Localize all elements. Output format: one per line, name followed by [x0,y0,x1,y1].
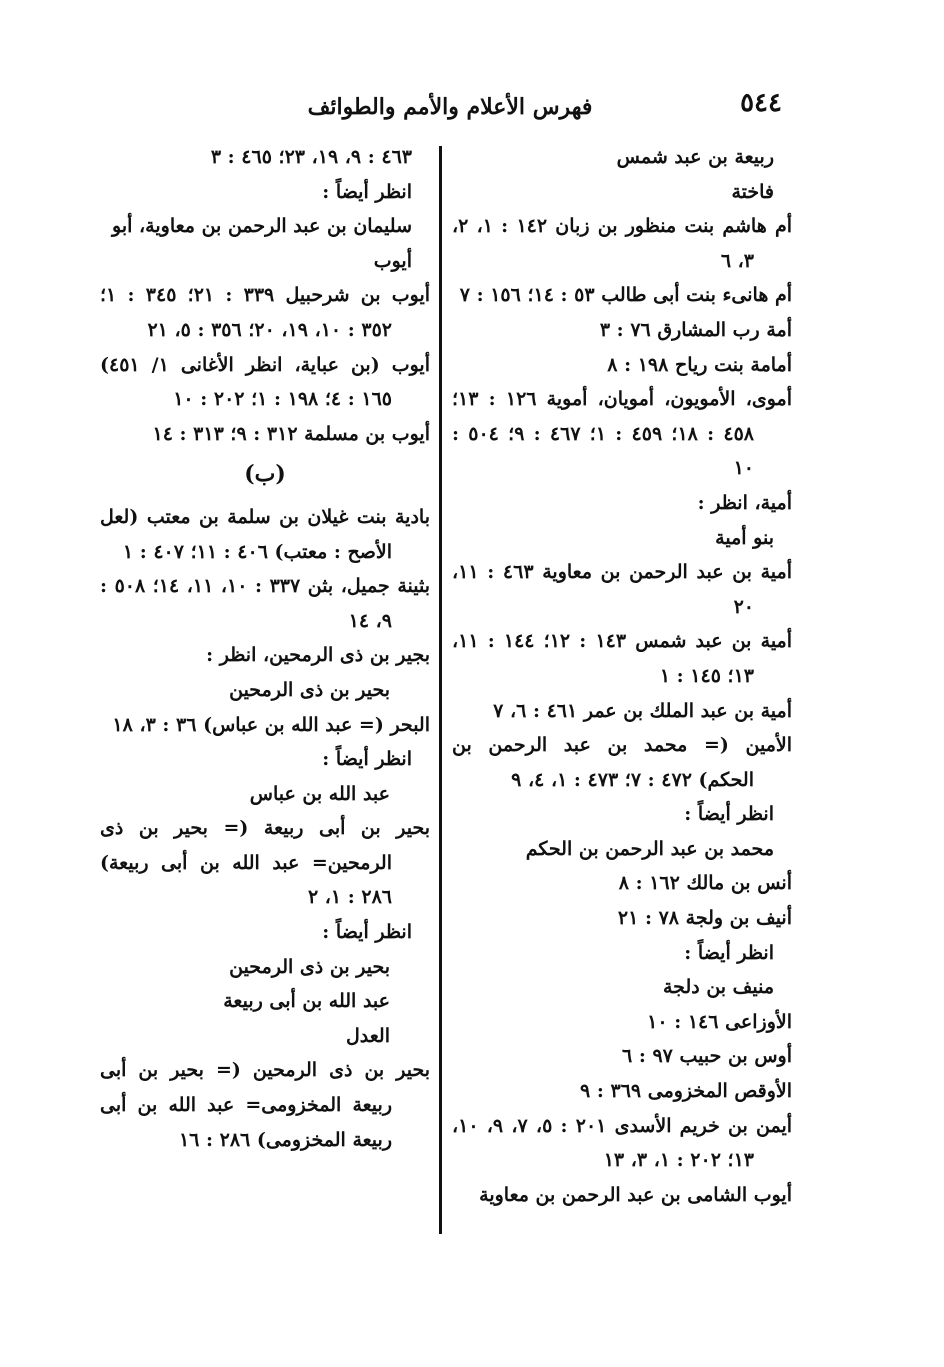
index-entry: أمية بن عبد شمس ١٤٣ : ١٢؛ ١٤٤ : ١١، ١٣؛ ١٤٥ : ١ [452,630,793,687]
index-column-right [452,140,792,1212]
index-entry: بجير بن ذى الرمحين، انظر : [206,644,430,667]
index-entry: أم هانىء بنت أبى طالب ٥٣ : ١٤؛ ١٥٦ : ٧ [459,284,792,307]
index-entry: بحير بن ذى الرمحين (= بحير بن أبى ربيعة المخزومى= عبد الله بن أبى ربيعة المخزومى) ٢٨٦ : ١٦ [100,1059,430,1151]
index-entry: بحير بن ذى الرمحين [229,955,390,978]
index-entry: انظر أيضاً : [684,803,774,826]
index-entry: أنس بن مالك ١٦٢ : ٨ [618,872,792,895]
index-entry: فاختة [731,180,774,203]
index-entry: بحير بن ذى الرمحين [229,678,390,701]
index-entry: بنو أمية [715,526,774,549]
index-entry: أمامة بنت رياح ١٩٨ : ٨ [607,353,792,376]
index-entry: انظر أيضاً : [322,180,412,203]
index-entry: البحر (= عبد الله بن عباس) ٣٦ : ٣، ١٨ [112,713,430,736]
index-entry: عبد الله بن عباس [249,782,390,805]
index-entry: بادية بنت غيلان بن سلمة بن معتب (لعل الأصح : معتب) ٤٠٦ : ١١؛ ٤٠٧ : ١ [100,505,430,563]
index-entry: أنيف بن ولجة ٧٨ : ٢١ [617,907,792,930]
index-entry: الأوزاعى ١٤٦ : ١٠ [647,1010,792,1033]
index-entry: أموى، الأمويون، أمويان، أموية ١٢٦ : ١٣؛ ٤٥٨ : ١٨؛ ٤٥٩ : ١؛ ٤٦٧ : ٩؛ ٥٠٤ : ١٠ [452,388,792,480]
index-entry: أمية بن عبد الملك بن عمر ٤٦١ : ٦، ٧ [493,699,792,722]
index-entry: عبد الله بن أبى ربيعة [223,990,390,1013]
page-title: فهرس الأعلام والأمم والطوائف [307,94,593,120]
index-entry: الأمين (= محمد بن عبد الرحمن بن الحكم) ٤٧٢ : ٧؛ ٤٧٣ : ١، ٤، ٩ [452,734,792,791]
index-entry: ربيعة بن عبد شمس [616,146,774,168]
index-entry: الأوقص المخزومى ٣٦٩ : ٩ [580,1080,792,1103]
index-entry: أيوب بن مسلمة ٣١٢ : ٩؛ ٣١٣ : ١٤ [152,422,430,445]
index-entry: بحير بن أبى ربيعة (= بحير بن ذى الرمحين= عبد الله بن أبى ربيعة) ٢٨٦ : ١، ٢ [100,817,430,909]
column-divider [439,146,442,1234]
index-entry: محمد بن عبد الرحمن بن الحكم [525,837,774,860]
index-entry: أم هاشم بنت منظور بن زبان ١٤٢ : ١، ٢، ٣، ٦ [452,215,792,272]
index-entry: انظر أيضاً : [322,921,412,944]
section-letter-heading: (ب) [244,461,286,488]
index-entry: أمة رب المشارق ٧٦ : ٣ [599,318,792,341]
index-entry: انظر أيضاً : [684,941,774,964]
page-number: ٥٤٤ [740,88,782,118]
index-entry: أيوب (بن عباية، انظر الأغانى ١/ ٤٥١) ١٦٥ : ٤؛ ١٩٨ : ١؛ ٢٠٢ : ١٠ [100,353,430,411]
index-entry: العدل [345,1024,390,1047]
index-column-left [100,140,430,1157]
page-header [100,84,800,124]
index-entry: أيمن بن خريم الأسدى ٢٠١ : ٥، ٧، ٩، ١٠، ١٣؛ ٢٠٢ : ١، ٣، ١٣ [452,1114,793,1172]
index-entry: سليمان بن عبد الرحمن بن معاوية، أبو أيوب [112,215,412,272]
index-entry: انظر أيضاً : [322,748,412,771]
index-entry: أوس بن حبيب ٩٧ : ٦ [621,1045,792,1068]
index-entry: أمية بن عبد الرحمن بن معاوية ٤٦٣ : ١١، ٢٠ [452,561,793,618]
index-entry: أيوب بن شرحبيل ٣٣٩ : ٢١؛ ٣٤٥ : ١؛ ٣٥٢ : ١٠، ١٩، ٢٠؛ ٣٥٦ : ٥، ٢١ [100,284,431,341]
index-entry: منيف بن دلجة [663,976,774,999]
index-entry: أمية، انظر : [697,491,792,514]
index-entry: ٤٦٣ : ٩، ١٩، ٢٣؛ ٤٦٥ : ٣ [210,146,412,168]
index-entry: أيوب الشامى بن عبد الرحمن بن معاوية [479,1183,792,1206]
index-entry: بثينة جميل، بثن ٣٣٧ : ١٠، ١١، ١٤؛ ٥٠٨ : ٩، ١٤ [100,575,430,632]
